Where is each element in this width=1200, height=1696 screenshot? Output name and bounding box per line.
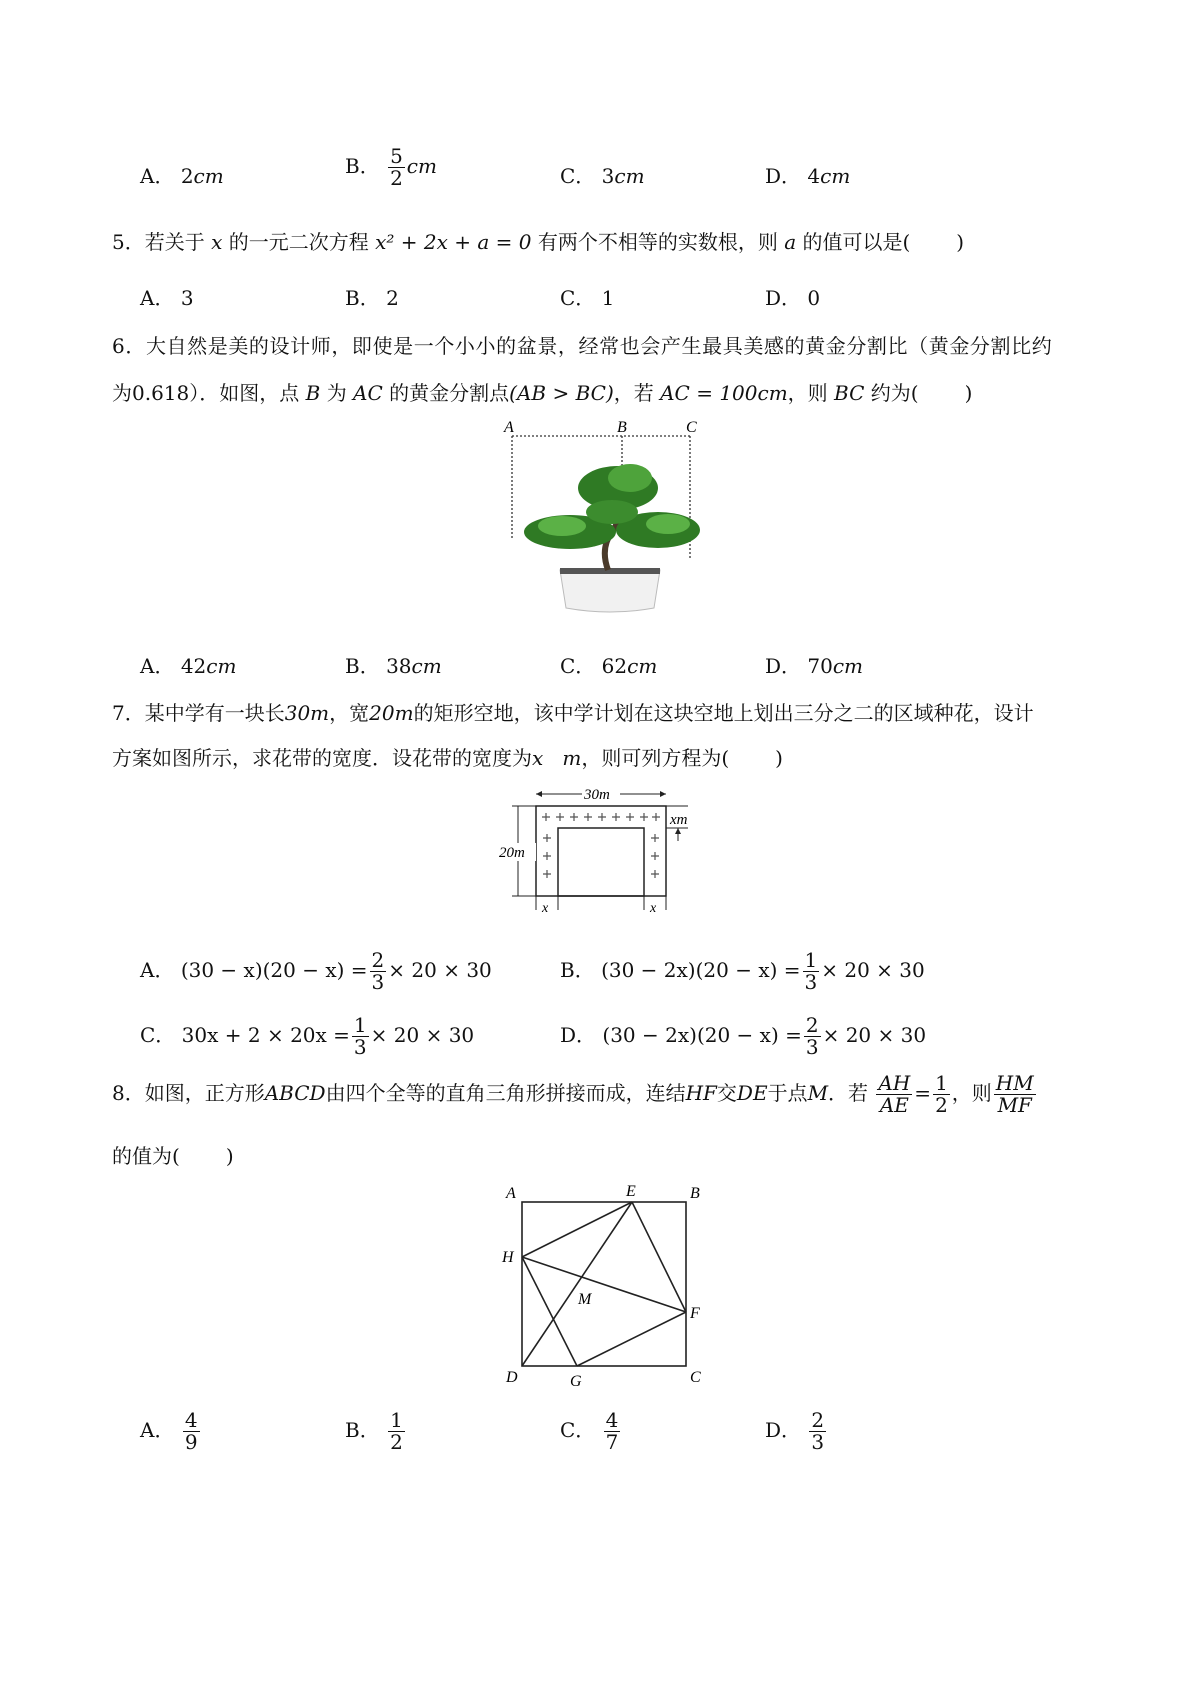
question-6-line-1: 6．大自然是美的设计师，即使是一个小小的盆景，经常也会产生最具美感的黄金分割比（黄金分割比约 [112,334,1053,358]
option-label: D． [765,164,802,188]
q5-option-b: B． 2 [345,286,399,310]
label-d: D [506,1369,518,1386]
question-8-line-1: 8．如图，正方形ABCD由四个全等的直角三角形拼接而成，连结HF交DE于点M．若 $\frac{AH}{AE}$ = $\frac{1}{2}$ ，则 $\frac{HM}{MF}$ [112,1071,1034,1117]
option-label: B． [345,154,380,178]
q4-option-d [765,160,850,189]
fraction: $\frac{5}{2}$ [390,144,403,190]
dim-bottom-right-label: x [650,901,657,916]
label-g: G [570,1373,582,1390]
q8-option-b: B． $\frac{1}{2}$ [345,1408,403,1454]
label-b: B [617,420,627,436]
option-value: 2 [180,164,194,188]
q4-option-a [140,160,224,189]
tree-foliage [524,464,700,549]
q6-option-a: A． 42cm [140,654,237,678]
option-label: C． [560,164,596,188]
q7-option-d: D． (30 − 2x)(20 − x) = $\frac{2}{3}$ × 20 × 30 [560,1013,927,1059]
question-6-line-2: 为0.618）．如图，点 B 为 AC 的黄金分割点(AB > BC)，若 AC = 100cm，则 BC 约为( ) [112,381,973,405]
q4-option-b [345,146,437,189]
q4-option-c [560,160,645,189]
q6-option-b: B． 38cm [345,654,442,678]
q7-option-b: B． (30 − 2x)(20 − x) = $\frac{1}{3}$ × 20 × 30 [560,948,925,994]
dim-top-label: 30m [584,787,610,803]
option-value: 4 [807,164,821,188]
q7-option-c: C． 30x + 2 × 20x = $\frac{1}{3}$ × 20 × 30 [140,1013,475,1059]
label-a: A [506,1185,516,1202]
question-7-line-2: 方案如图所示，求花带的宽度．设花带的宽度为x m，则可列方程为( ) [112,746,783,770]
dim-right-label: xm [670,812,688,828]
q6-option-d: D． 70cm [765,654,864,678]
question-8-line-2: 的值为( ) [112,1144,234,1168]
square-figure [498,1182,718,1392]
label-c: C [686,420,697,436]
dim-left-label: 20m [499,845,525,861]
label-f: F [690,1305,700,1322]
q5-option-d: D． 0 [765,286,821,310]
question-5-stem: 5．若关于 x 的一元二次方程 x² + 2x + a = 0 有两个不相等的实数根，则 a 的值可以是( ) [112,230,965,254]
question-7-line-1: 7．某中学有一块长30m，宽20m的矩形空地，该中学计划在这块空地上划出三分之二的区域种花，设计 [112,701,1034,725]
label-h: H [502,1249,514,1266]
q8-option-d: D． $\frac{2}{3}$ [765,1408,825,1454]
q6-option-c: C． 62cm [560,654,658,678]
label-b: B [690,1185,700,1202]
bonsai-figure [500,420,720,620]
label-m: M [578,1291,592,1308]
option-value: 3 [601,164,615,188]
label-e: E [626,1183,636,1200]
q7-option-a: A． (30 − x)(20 − x) = $\frac{2}{3}$ × 20 × 30 [140,948,492,994]
option-label: A． [140,164,175,188]
q8-option-a: A． $\frac{4}{9}$ [140,1408,198,1454]
dim-bottom-left-label: x [542,901,549,916]
option-unit: cm [193,164,224,188]
q5-option-c: C． 1 [560,286,615,310]
q8-option-c: C． $\frac{4}{7}$ [560,1408,619,1454]
option-unit: cm [406,154,437,178]
option-unit: cm [614,164,645,188]
flower-bed-figure [498,786,698,916]
q5-option-a: A． 3 [140,286,194,310]
option-unit: cm [820,164,851,188]
label-a: A [504,420,514,436]
label-c: C [690,1369,701,1386]
